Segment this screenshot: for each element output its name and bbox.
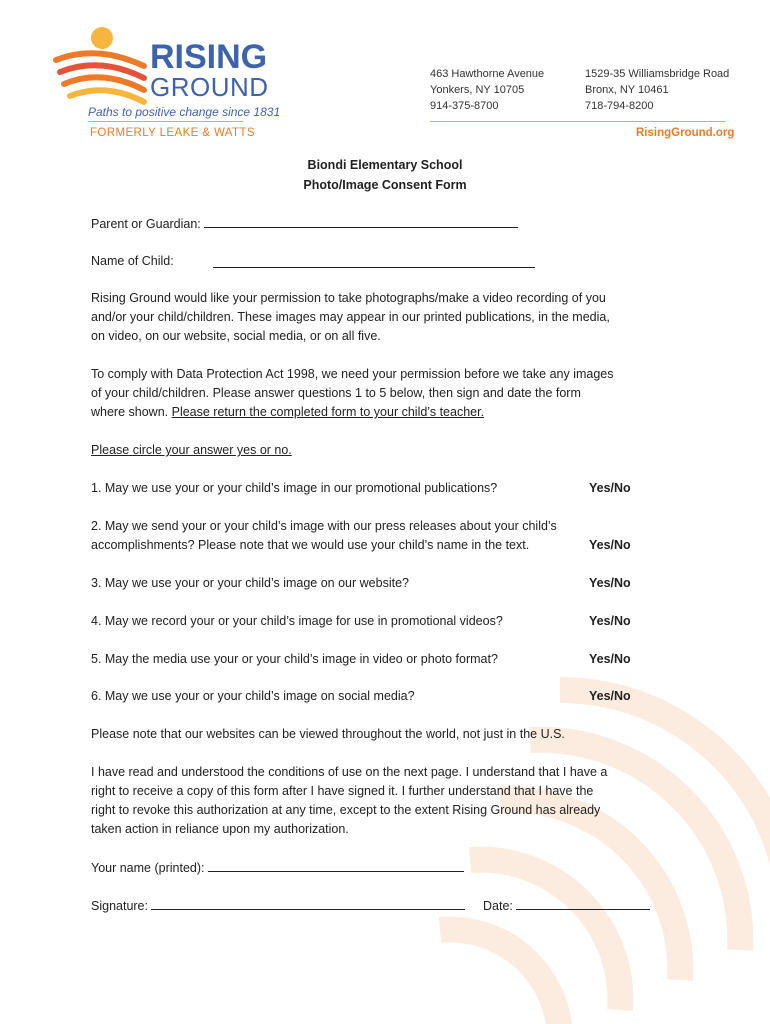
- answer-1[interactable]: Yes/No: [589, 481, 631, 495]
- website-link[interactable]: RisingGround.org: [636, 127, 735, 139]
- paragraph-acknowledgement: [91, 763, 607, 839]
- date-line[interactable]: [516, 896, 650, 910]
- child-label: Name of Child:: [91, 254, 174, 268]
- phone: 914-375-8700: [430, 100, 499, 112]
- address-line: 1529-35 Williamsbridge Road: [585, 68, 730, 80]
- question-3: 3. May we use your or your child’s image on our website?: [91, 576, 409, 590]
- answer-3[interactable]: Yes/No: [589, 576, 631, 590]
- text-span: where shown.: [91, 405, 172, 419]
- question-6: 6. May we use your or your child’s image on social media?: [91, 689, 415, 703]
- text-line: I have read and understood the conditions of use on the next page. I understand that I have a: [91, 765, 608, 779]
- question-1: 1. May we use your or your child’s image in our promotional publications?: [91, 481, 498, 495]
- date-field: [483, 896, 650, 916]
- text-line: of your child/children. Please answer questions 1 to 5 below, then sign and date the form: [91, 386, 581, 400]
- printed-name-label: Your name (printed):: [91, 861, 205, 875]
- parent-field: [91, 214, 518, 234]
- address-bronx: [585, 66, 729, 114]
- header-rule-left: [88, 121, 243, 122]
- website-note: Please note that our websites can be viewed throughout the world, not just in the U.S.: [91, 727, 565, 741]
- text-line: 2. May we send your or your child’s image with our press releases about your child’s: [91, 519, 557, 533]
- form-title-school: Biondi Elementary School: [307, 158, 463, 172]
- date-label: Date:: [483, 899, 513, 913]
- signature-line[interactable]: [151, 896, 465, 910]
- form-title: Photo/Image Consent Form: [303, 178, 467, 192]
- phone: 718-794-8200: [585, 100, 654, 112]
- answer-6[interactable]: Yes/No: [589, 689, 631, 703]
- header-rule-right: [430, 121, 725, 122]
- answer-5[interactable]: Yes/No: [589, 652, 631, 666]
- question-5: 5. May the media use your or your child’s image in video or photo format?: [91, 652, 498, 666]
- printed-name-line[interactable]: [208, 858, 464, 872]
- text-line: on video, on our website, social media, or on all five.: [91, 329, 381, 343]
- parent-line[interactable]: [204, 214, 518, 228]
- text-line: Rising Ground would like your permission to take photographs/make a video recording of you: [91, 291, 606, 305]
- text-line: taken action in reliance upon my authorization.: [91, 822, 349, 836]
- circle-instruction: Please circle your answer yes or no.: [91, 443, 292, 457]
- paragraph-compliance: [91, 365, 614, 422]
- return-instruction: Please return the completed form to your child’s teacher.: [171, 405, 485, 419]
- child-line[interactable]: [213, 254, 535, 268]
- question-4: 4. May we record your or your child’s image for use in promotional videos?: [91, 614, 503, 628]
- logo-tagline: Paths to positive change since 1831: [88, 105, 281, 119]
- logo-word-rising: RISING: [150, 38, 268, 76]
- address-line: Yonkers, NY 10705: [430, 84, 525, 96]
- signature-label: Signature:: [91, 899, 148, 913]
- printed-name-field: [91, 858, 464, 878]
- text-line: and/or your child/children. These images may appear in our printed publications, in the media,: [91, 310, 610, 324]
- formerly-text: FORMERLY LEAKE & WATTS: [90, 127, 255, 139]
- paragraph-intro: [91, 289, 610, 346]
- text-line: To comply with Data Protection Act 1998, we need your permission before we take any images: [91, 367, 614, 381]
- sun-icon: [91, 27, 113, 49]
- address-yonkers: [430, 66, 544, 114]
- logo-word-ground: GROUND: [150, 72, 269, 102]
- text-line: [91, 403, 614, 422]
- parent-label: Parent or Guardian:: [91, 217, 201, 231]
- text-line: right to revoke this authorization at any time, except to the extent Rising Ground has already: [91, 803, 601, 817]
- signature-field: [91, 896, 465, 916]
- answer-4[interactable]: Yes/No: [589, 614, 631, 628]
- question-2: [91, 517, 557, 555]
- address-line: Bronx, NY 10461: [585, 84, 669, 96]
- address-line: 463 Hawthorne Avenue: [430, 68, 545, 80]
- text-line: right to receive a copy of this form after I have signed it. I further understand that I have the: [91, 784, 594, 798]
- text-line: accomplishments? Please note that we would use your child’s name in the text.: [91, 538, 530, 552]
- answer-2[interactable]: Yes/No: [589, 538, 631, 552]
